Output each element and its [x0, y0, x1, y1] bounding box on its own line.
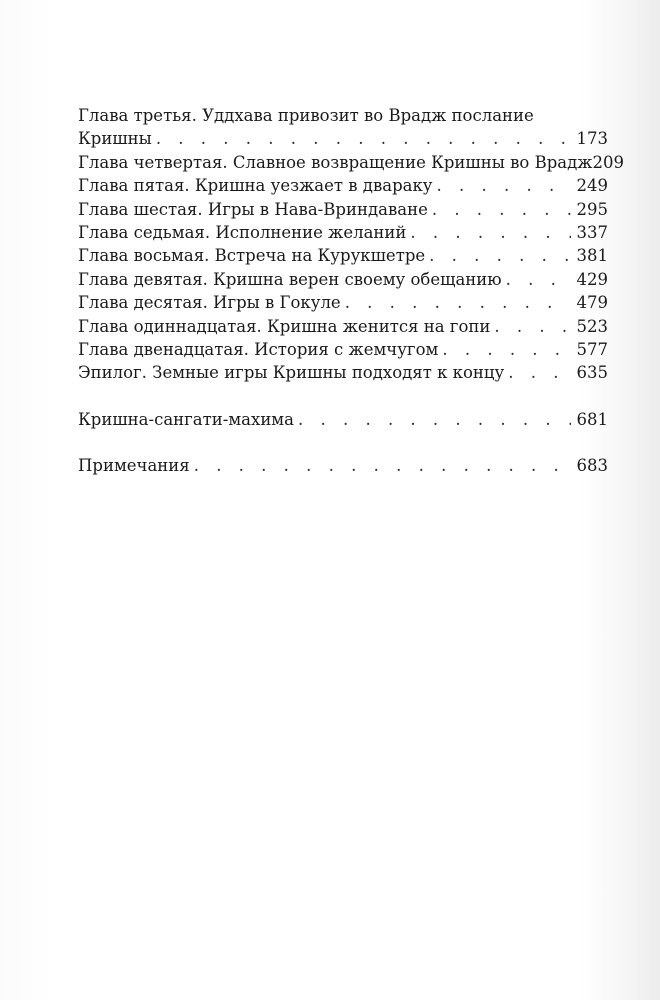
toc-entry	[78, 104, 608, 151]
dot-leader	[508, 361, 570, 384]
dot-leader	[494, 315, 570, 338]
dot-leader	[432, 198, 571, 221]
toc-entry	[78, 244, 608, 267]
toc-entry-title: Глава девятая. Кришна верен своему обещанию	[78, 269, 502, 289]
toc-entry-page: 295	[576, 199, 608, 219]
toc-entry-title: Глава четвертая. Славное возвращение Кришны во Врадж	[78, 152, 593, 172]
toc-entry-title: Примечания	[78, 456, 190, 476]
toc-entry-notes	[78, 454, 608, 477]
toc-entry-sangati	[78, 408, 608, 431]
toc-entry-page: 523	[576, 316, 608, 336]
dot-leader	[410, 221, 570, 244]
toc-entry	[78, 151, 624, 174]
toc-entry-page: 209	[592, 152, 624, 172]
toc-entry-page: 683	[576, 456, 608, 476]
toc-entry-title: Эпилог. Земные игры Кришны подходят к концу	[78, 363, 505, 383]
toc-entry-page: 681	[576, 409, 608, 429]
table-of-contents	[78, 104, 624, 477]
toc-entry-title: Глава шестая. Игры в Нава-Вриндаване	[78, 199, 428, 219]
toc-entry	[78, 291, 608, 314]
toc-entry-page: 635	[576, 363, 608, 383]
toc-entry-page: 429	[576, 269, 608, 289]
toc-entry	[78, 198, 608, 221]
dot-leader	[345, 291, 571, 314]
toc-entry-page: 577	[576, 339, 608, 359]
toc-entry	[78, 315, 608, 338]
toc-entry-title: Кришны	[78, 129, 152, 149]
toc-entry-title: Кришна-сангати-махима	[78, 409, 294, 429]
toc-entry	[78, 268, 608, 291]
dot-leader	[298, 408, 571, 431]
toc-entry	[78, 174, 608, 197]
dot-leader	[506, 268, 571, 291]
dot-leader	[156, 127, 571, 150]
toc-entry-title: Глава пятая. Кришна уезжает в двараку	[78, 176, 433, 196]
toc-entry-page: 249	[576, 176, 608, 196]
dot-leader	[194, 454, 571, 477]
toc-entry-page: 337	[576, 222, 608, 242]
toc-entry-title: Глава одиннадцатая. Кришна женится на гопи	[78, 316, 491, 336]
toc-entry-title: Глава двенадцатая. История с жемчугом	[78, 339, 439, 359]
toc-entry-page: 173	[576, 129, 608, 149]
toc-entry-page: 479	[576, 293, 608, 313]
toc-entry-title: Глава восьмая. Встреча на Курукшетре	[78, 246, 426, 266]
toc-entry-title: Глава третья. Уддхава привозит во Врадж послание	[78, 106, 534, 125]
toc-entry	[78, 221, 608, 244]
dot-leader	[437, 174, 571, 197]
toc-entry-page: 381	[576, 246, 608, 266]
toc-entry-title: Глава десятая. Игры в Гокуле	[78, 293, 341, 313]
toc-entry	[78, 361, 608, 384]
toc-entry	[78, 338, 608, 361]
dot-leader	[442, 338, 570, 361]
dot-leader	[429, 244, 570, 267]
toc-entry-title: Глава седьмая. Исполнение желаний	[78, 222, 407, 242]
